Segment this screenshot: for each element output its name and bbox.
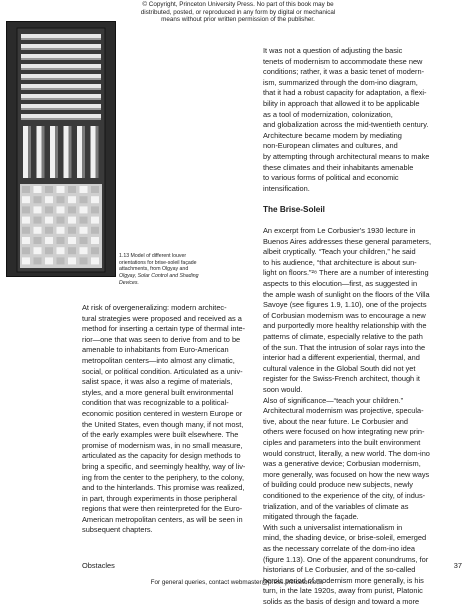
text-line: patterns of climate, especially relative to the path bbox=[263, 332, 423, 342]
text-line: tural strategies were proposed and received as a bbox=[82, 313, 242, 323]
text-line: and globalization across the mid-twentieth century. bbox=[263, 120, 429, 130]
text-line: historians of Le Corbusier, and of the so-called bbox=[263, 565, 416, 575]
text-line: bility in approach that allowed it to be applicable bbox=[263, 98, 420, 108]
text-line: ing from the center to the periphery, to the colony, bbox=[82, 472, 244, 482]
text-line: An excerpt from Le Corbusier’s 1930 lecture in bbox=[263, 226, 416, 236]
paragraph-gap bbox=[263, 216, 468, 227]
text-line: would construct, literally, a new world. The dom-ino bbox=[263, 448, 430, 458]
text-line: of building could produce new subjects, newly bbox=[263, 480, 413, 490]
text-line: trialization, and of the variables of climate as bbox=[263, 501, 409, 511]
text-line: non-European climates and cultures, and bbox=[263, 141, 398, 151]
text-line: With such a universalist internationalism in bbox=[263, 522, 403, 532]
text-line: (figure 1.13). One of the apparent conundrums, for bbox=[263, 554, 429, 564]
text-line: and purportedly more healthy relationship with the bbox=[263, 321, 427, 331]
text-line: subsequent chapters. bbox=[82, 525, 153, 535]
text-line: of Corbusian modernism was to encourage a new bbox=[263, 310, 426, 320]
text-line: method for inserting a certain type of thermal inte- bbox=[82, 324, 246, 334]
copyright-line: © Copyright, Princeton University Press. No part of this book may be bbox=[142, 1, 334, 8]
text-line: turn, in the late 1920s, away from purist, Platonic bbox=[263, 586, 423, 596]
contact-note: For general queries, contact webmaster@press.princeton.edu bbox=[150, 579, 324, 586]
text-line: mitigated through the façade. bbox=[263, 512, 359, 522]
text-line: register for the Swiss-French architect, though it bbox=[263, 374, 420, 384]
text-line: interior had a different experiential, thermal, and bbox=[263, 353, 420, 363]
text-line: promise of modernism was, in no small measure, bbox=[82, 440, 243, 450]
text-line: these climates and their inhabitants amenable bbox=[263, 162, 414, 172]
text-line: metropolitan centers—into almost any climatic, bbox=[82, 355, 235, 365]
text-line: tive, about the near future. Le Corbusier and bbox=[263, 416, 409, 426]
text-line: It was not a question of adjusting the basic bbox=[263, 46, 403, 55]
text-line: economic position centered in western Europe or bbox=[82, 408, 243, 418]
figure-photo bbox=[6, 21, 116, 277]
text-line: to various forms of political and economic bbox=[263, 173, 399, 183]
text-line: Savoye (see figures 1.9, 1.10), one of the projects bbox=[263, 300, 427, 310]
text-line: to his audience, “that architecture is about sun- bbox=[263, 257, 417, 267]
text-line: soon would. bbox=[263, 385, 303, 394]
right-column-text bbox=[263, 46, 468, 607]
text-line: was a generative device; Corbusian modernism, bbox=[263, 459, 421, 469]
text-line: intensification. bbox=[263, 183, 310, 193]
text-line: light on floors.”²⁸ There are a number of interesting bbox=[263, 268, 429, 278]
copyright-line: means without prior written permission of the publisher. bbox=[161, 16, 315, 24]
left-column-text bbox=[82, 303, 260, 536]
text-line: by attempting through architectural means to make bbox=[263, 151, 430, 161]
caption-line: Devices. bbox=[119, 279, 139, 286]
text-line: mind, the shading device, or brise-soleil, emerged bbox=[263, 533, 427, 543]
text-line: albeit cryptically. “Teach your children,” he said bbox=[263, 247, 416, 257]
text-line: cultural valence in the Global South did not yet bbox=[263, 363, 416, 373]
text-line: more generally, was focused on how the new ways bbox=[263, 469, 430, 479]
text-line: that it had a robust capacity for adaptation, a flexi- bbox=[263, 88, 427, 98]
text-line: amenable to inhabitants from Euro-American bbox=[82, 345, 229, 355]
text-line: as a tool of modernization, colonization, bbox=[263, 109, 393, 119]
caption-line: 1.13 Model of different louver bbox=[119, 253, 187, 259]
text-line: Architectural modernism was projective, specula- bbox=[263, 406, 424, 416]
caption-line: orientations for brise-soleil façade bbox=[119, 259, 197, 266]
text-line: regions that were then reinterpreted for the Euro- bbox=[82, 504, 243, 514]
text-line: styles, and a more general built environmental bbox=[82, 387, 234, 397]
copyright-line: distributed, posted, or reproduced in any form by digital or mechanical bbox=[140, 8, 336, 16]
text-line: as the necessary correlate of the dom-ino idea bbox=[263, 543, 416, 553]
caption-line: attachments, from Olgyay and bbox=[119, 266, 189, 273]
text-line: bring a specific, and seemingly healthy, way of liv- bbox=[82, 461, 246, 471]
text-line: and to the hinterlands. This promise was realized, bbox=[82, 483, 245, 493]
text-line: condition that was recognizable to a political- bbox=[82, 398, 229, 408]
text-line: aspects to this elocution—first, as suggested in bbox=[263, 279, 418, 289]
figure-caption bbox=[119, 253, 259, 287]
text-line: the ample wash of sunlight on the floors of the Villa bbox=[263, 289, 430, 299]
text-line: At risk of overgeneralizing: modern architec- bbox=[82, 303, 227, 312]
text-line: others were focused on how integrating new prin- bbox=[263, 427, 425, 437]
page-number: 37 bbox=[453, 561, 462, 570]
text-line: of the sun. That the intrusion of solar rays into the bbox=[263, 342, 426, 352]
text-line: American metropolitan centers, as will be seen in bbox=[82, 514, 243, 524]
running-footer-section: Obstacles bbox=[82, 561, 115, 570]
text-line: the United States, even though many, if not most, bbox=[82, 419, 244, 429]
text-line: heroic period of modernism more generally, is his bbox=[263, 575, 424, 585]
copyright-notice bbox=[88, 1, 388, 24]
text-line: ism, summarized through the dom-ino diagram, bbox=[263, 77, 418, 87]
text-line: of the early examples were built elsewhere. The bbox=[82, 430, 239, 440]
text-line: tenets of modernism to accommodate these new bbox=[263, 56, 423, 66]
text-line: Buenos Aires addresses these general parameters, bbox=[263, 236, 432, 246]
louver-model-image bbox=[7, 22, 115, 276]
text-line: rior—one that was seen to derive from and to be bbox=[82, 334, 241, 344]
text-line: in part, through experiments in those peripheral bbox=[82, 493, 237, 503]
text-line: articulated as the capacity for design methods to bbox=[82, 451, 241, 461]
text-line: ciples and parameters into the built environment bbox=[263, 437, 421, 447]
caption-line: Olgyay, Solar Control and Shading bbox=[119, 273, 199, 280]
paragraph-gap bbox=[263, 194, 468, 205]
text-line: Also of significance—“teach your children.” bbox=[263, 395, 404, 405]
text-line: Architecture became modern by mediating bbox=[263, 130, 402, 140]
text-line: conditioned to the experience of the city, of indus- bbox=[263, 490, 426, 500]
section-heading: The Brise-Soleil bbox=[263, 204, 325, 214]
text-line: solids as the basis of design and toward a more bbox=[263, 596, 420, 606]
text-line: social, or political condition. Articulated as a univ- bbox=[82, 366, 243, 376]
text-line: salist space, it was also a regime of materials, bbox=[82, 377, 233, 387]
text-line: conditions; rather, it was a basic tenet of modern- bbox=[263, 67, 425, 77]
